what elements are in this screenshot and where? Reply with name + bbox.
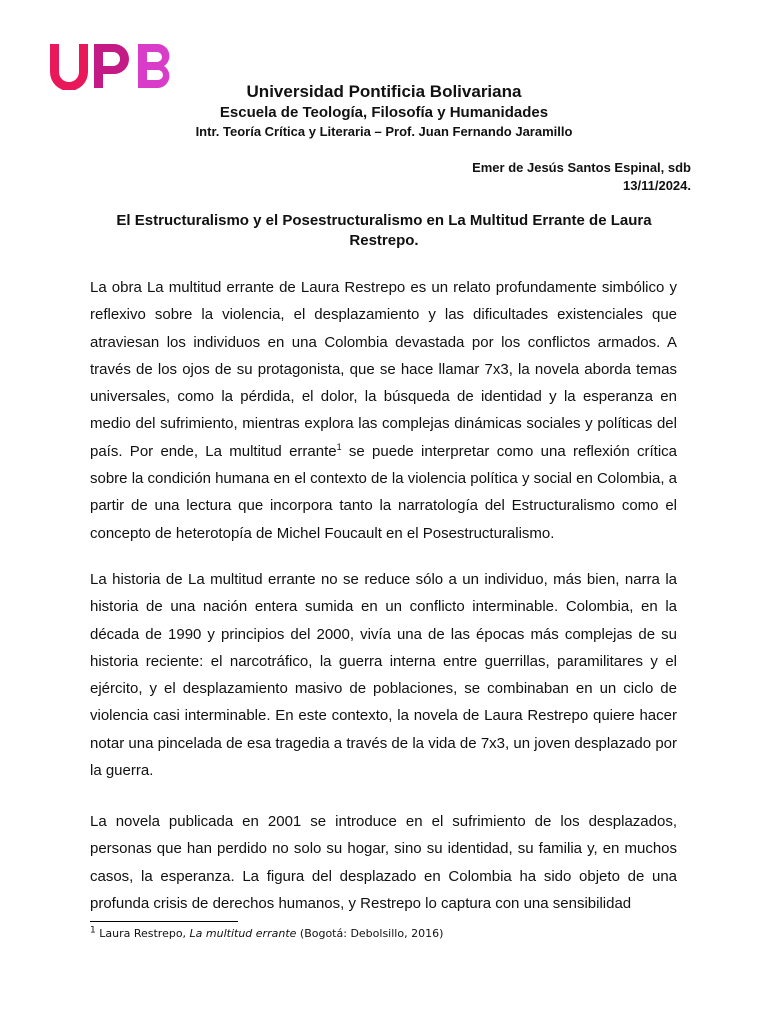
footnote-ref: 1: [336, 441, 342, 452]
course-line: Intr. Teoría Crítica y Literaria – Prof. Juan Fernando Jaramillo: [195, 124, 573, 139]
footnote-divider: [90, 921, 238, 922]
university-name: Universidad Pontificia Bolivariana: [246, 82, 522, 101]
paragraph-2: La historia de La multitud errante no se reduce sólo a un individuo, más bien, narra la historia de una nación entera sumida en un conflicto interminable. Colombia, en la década de 1990 y principios del 2000, vivía una de las épocas más complejas de su historia reciente: el narcotráfico, la guerra interna entre guerrillas, paramilitares y el ejército, y el desplazamiento masivo de poblaciones, se combinaban en un ciclo de violencia casi interminable. En este contexto, la novela de Laura Restrepo quiere hacer notar una pincelada de esa tragedia a través de la vida de 7x3, un joven desplazado por la guerra.: [90, 571, 677, 780]
school-name: Escuela de Teología, Filosofía y Humanidades: [219, 104, 549, 121]
footnote-details: (Bogotá: Debolsillo, 2016): [296, 927, 444, 940]
paragraph-3: La novela publicada en 2001 se introduce en el sufrimiento de los desplazados, personas que han perdido no solo su hogar, sino su identidad, su familia y, en muchos casos, la esperanza. La figura del desplazado en Colombia ha sido objeto de una profunda crisis de derechos humanos, y Restrepo lo captura con una sensibilidad: [90, 813, 677, 912]
paragraph-1-text-a: La obra La multitud errante de Laura Restrepo es un relato profundamente simbólico y reflexivo sobre la violencia, el desplazamiento y las dificultades existenciales que atraviesan los individuos en una Colombia devastada por los conflictos armados. A través de los ojos de su protagonista, que se hace llamar 7x3, la novela aborda temas universales, como la pérdida, el dolor, la búsqueda de identidad y la esperanza en medio del sufrimiento, mientras explora las complejas dinámicas sociales y políticas del país. Por ende, La multitud errante: [90, 279, 677, 460]
footnote-number: 1: [90, 925, 96, 936]
author-name: Emer de Jesús Santos Espinal, sdb: [472, 160, 691, 175]
footnote-author: Laura Restrepo,: [95, 927, 190, 940]
footnote-work: La multitud errante: [189, 927, 297, 940]
paragraph-1: [90, 274, 677, 547]
paragraph-1-text-b: se puede interpretar como una reflexión crítica sobre la condición humana en el contexto de la violencia política y social en Colombia, a partir de una lectura que incorpora tanto la narratología del Estructuralismo como el concepto de heterotopía de Michel Foucault en el Posestructuralismo.: [90, 442, 678, 542]
essay-title: El Estructuralismo y el Posestructuralismo en La Multitud Errante de Laura Restrepo.: [116, 212, 652, 249]
document-date: 13/11/2024.: [623, 178, 691, 193]
footnote: [90, 927, 443, 940]
